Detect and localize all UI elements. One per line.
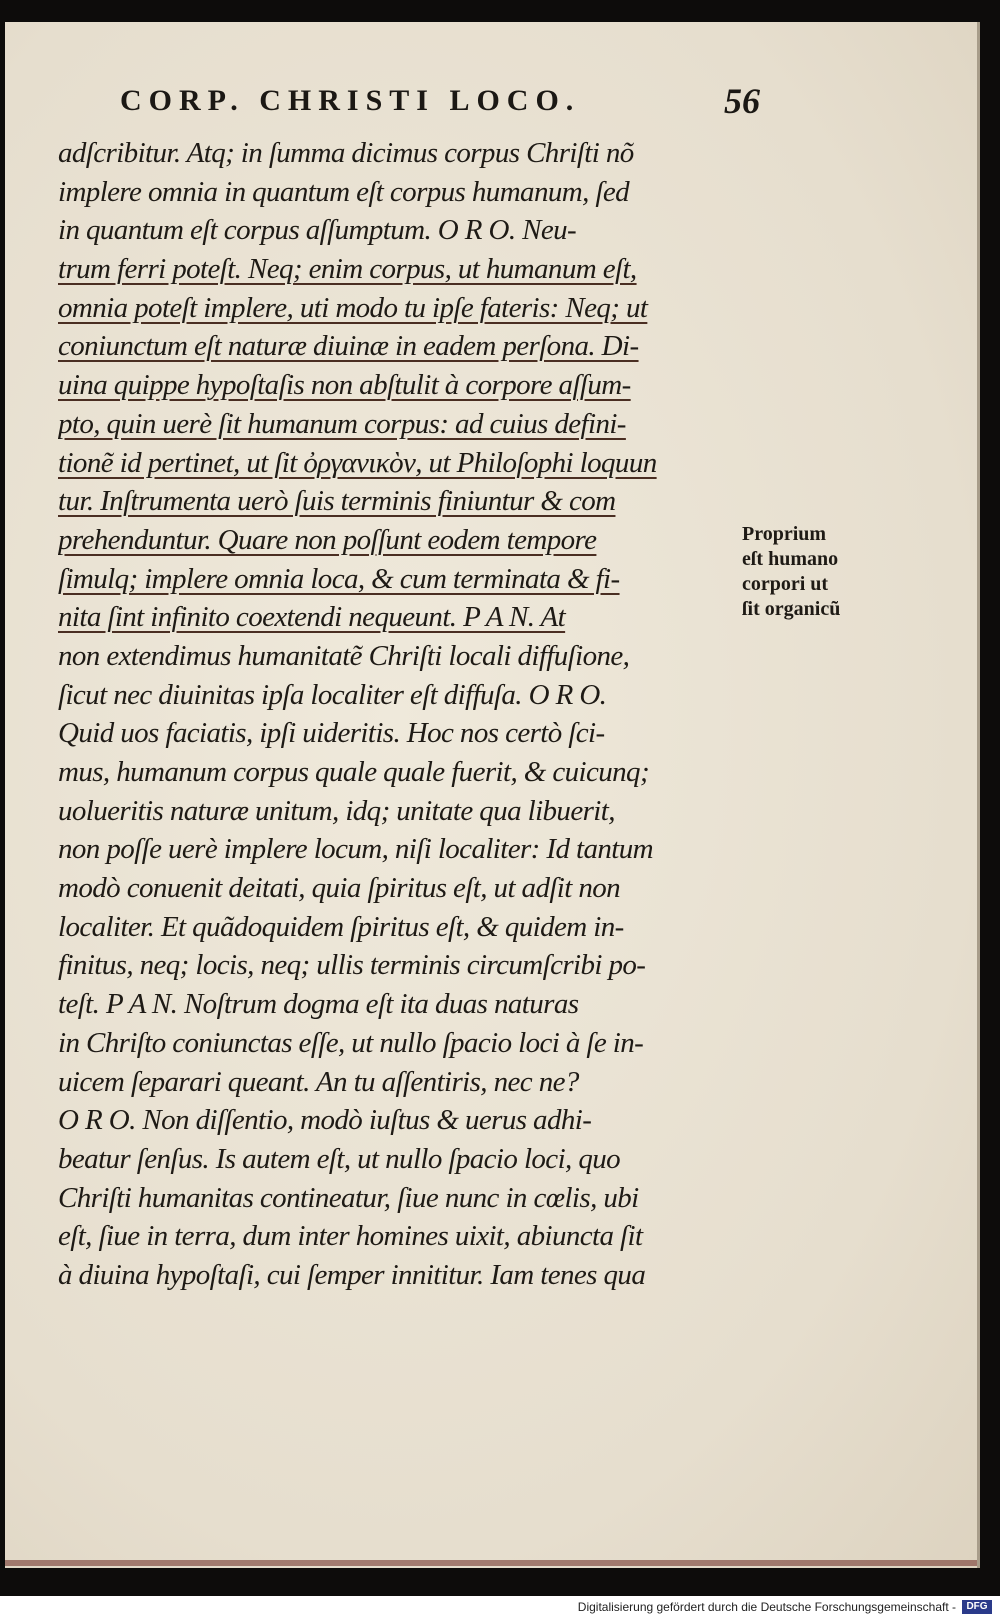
text-line: in quantum eſt corpus aſſumptum. O R O. Neu- (58, 214, 577, 247)
text-line: eſt, ſiue in terra, dum inter homines uixit, abiuncta ſit (58, 1220, 643, 1253)
text-line: prehenduntur. Quare non poſſunt eodem tempore (58, 523, 597, 556)
text-line: Chriſti humanitas contineatur, ſiue nunc in cœlis, ubi (58, 1181, 639, 1214)
text-line: localiter. Et quãdoquidem ſpiritus eſt, & quidem in- (58, 910, 624, 943)
body-text (58, 134, 748, 1295)
text-line: coniunctum eſt naturæ diuinæ in eadem perſona. Di- (58, 330, 639, 363)
text-line: à diuina hypoſtaſi, cui ſemper innititur. Iam tenes qua (58, 1258, 646, 1291)
text-line: uolueritis naturæ unitum, idq; unitate qua libuerit, (58, 794, 615, 827)
marginal-note-line: corpori ut (742, 573, 829, 595)
text-line: tionẽ id pertinet, ut ſit ὀργανικὸν, ut Philoſophi loquun (58, 446, 657, 479)
page-edge (5, 1560, 977, 1566)
text-line: Quid uos faciatis, ipſi uideritis. Hoc nos certò ſci- (58, 717, 605, 750)
text-line: tur. Inſtrumenta uerò ſuis terminis finiuntur & com (58, 485, 616, 518)
text-line: uicem ſeparari queant. An tu aſſentiris, nec ne? (58, 1065, 579, 1098)
text-line: ſimulq; implere omnia loca, & cum terminata & fi- (58, 562, 620, 595)
text-line: modò conuenit deitati, quia ſpiritus eſt, ut adſit non (58, 872, 621, 905)
text-line: mus, humanum corpus quale quale fuerit, & cuicunq; (58, 756, 650, 788)
marginal-note-line: Proprium (742, 523, 827, 545)
text-line: implere omnia in quantum eſt corpus humanum, ſed (58, 175, 630, 208)
text-line: in Chriſto coniunctas eſſe, ut nullo ſpacio loci à ſe in- (58, 1026, 644, 1059)
text-line: beatur ſenſus. Is autem eſt, ut nullo ſpacio loci, quo (58, 1142, 621, 1175)
text-line: uina quippe hypoſtaſis non abſtulit à corpore aſſum- (58, 369, 631, 402)
text-line: teſt. P A N. Noſtrum dogma eſt ita duas naturas (58, 988, 579, 1021)
text-line: nita ſint infinito coextendi nequeunt. P A N. At (58, 601, 566, 634)
text-line: O R O. Non diſſentio, modò iuſtus & uerus adhi- (58, 1104, 592, 1137)
text-line: adſcribitur. Atq; in ſumma dicimus corpus Chriſti nõ (58, 137, 634, 169)
marginal-note-line: eſt humano (742, 548, 839, 570)
page-header (120, 81, 760, 128)
text-line: trum ferri poteſt. Neq; enim corpus, ut humanum eſt, (58, 253, 637, 286)
page-number: 56 (724, 81, 760, 121)
text-line: finitus, neq; locis, neq; ullis terminis circumſcribi po- (58, 949, 646, 982)
marginal-note-line: ſit organicũ (742, 598, 841, 620)
footer (0, 1596, 1000, 1620)
dfg-logo: DFG (962, 1600, 992, 1614)
text-line: non extendimus humanitatẽ Chriſti locali diffuſione, (58, 639, 630, 672)
text-line: ſicut nec diuinitas ipſa localiter eſt diffuſa. O R O. (58, 678, 607, 711)
text-line: non poſſe uerè implere locum, niſi localiter: Id tantum (58, 833, 653, 866)
footer-credit: Digitalisierung gefördert durch die Deutsche Forschungsgemeinschaft - (577, 1600, 956, 1614)
running-title: CORP. CHRISTI LOCO. (120, 84, 581, 117)
marginal-note (742, 522, 882, 622)
text-line: pto, quin uerè ſit humanum corpus: ad cuius defini- (58, 407, 626, 440)
text-line: omnia poteſt implere, uti modo tu ipſe fateris: Neq; ut (58, 291, 648, 324)
